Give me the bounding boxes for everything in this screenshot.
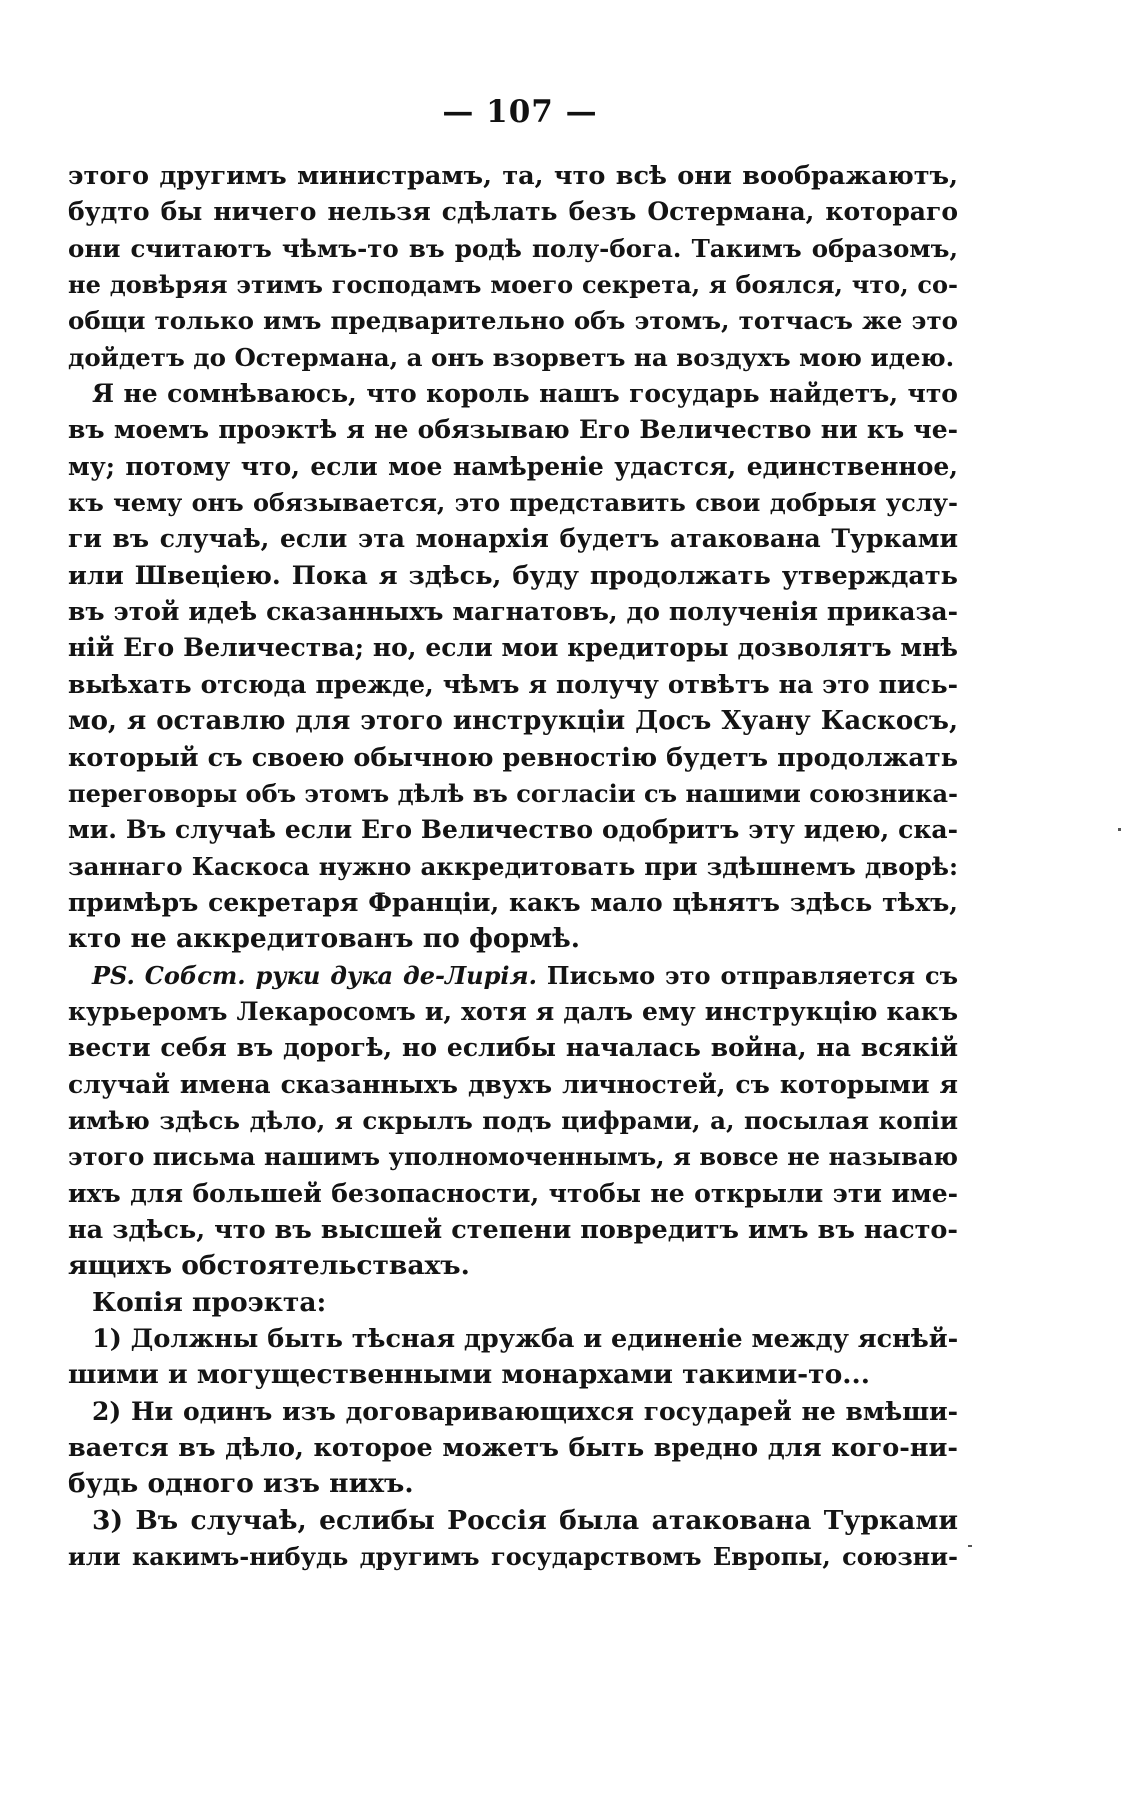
text-line: курьеромъ Лекаросомъ и, хотя я далъ ему инструкцію какъ [68, 996, 958, 1026]
text-line: имѣю здѣсь дѣло, я скрылъ подъ цифрами, а, посылая копіи [68, 1105, 958, 1135]
text-line: дойдетъ до Остермана, а онъ взорветъ на воздухъ мою идею. [68, 342, 955, 372]
text-line: который съ своею обычною ревностію будетъ продолжать [68, 742, 958, 773]
text-line: заннаго Каскоса нужно аккредитовать при здѣшнемъ дворѣ: [68, 851, 958, 881]
text-line: ми. Въ случаѣ если Его Величество одобритъ эту идею, ска- [68, 815, 958, 845]
text-line: они считаютъ чѣмъ-то въ родѣ полу-бога. Такимъ образомъ, [68, 233, 958, 263]
text-line: примѣръ секретаря Франціи, какъ мало цѣнятъ здѣсь тѣхъ, [68, 887, 958, 917]
text-line: въ моемъ проэктѣ я не обязываю Его Величество ни къ че- [68, 415, 958, 445]
margin-speck [968, 1545, 972, 1547]
page-number: — 107 — [442, 94, 598, 130]
text-line: ній Его Величества; но, если мои кредиторы дозволятъ мнѣ [68, 633, 958, 663]
text-line: ихъ для большей безопасности, чтобы не открыли эти име- [68, 1178, 958, 1208]
ps-text: Письмо это отправляется съ [546, 960, 958, 990]
text-line: этого письма нашимъ уполномоченнымъ, я вовсе не называю [68, 1142, 958, 1172]
text-line: общи только имъ предварительно объ этомъ, тотчасъ же это [68, 306, 958, 336]
text-line: или Швеціею. Пока я здѣсь, буду продолжать утверждать [68, 560, 958, 591]
ps-signature: PS. Собст. руки дука де-Лирія. [92, 960, 537, 990]
text-line: вается въ дѣло, которое можетъ быть вредно для кого-ни- [68, 1433, 958, 1464]
section-heading: Копія проэкта: [92, 1286, 327, 1318]
text-line: шими и могущественными монархами такими-то... [68, 1359, 870, 1391]
list-item-2: 2) Ни одинъ изъ договаривающихся государей не вмѣши- [92, 1396, 958, 1426]
text-line: будто бы ничего нельзя сдѣлать безъ Остермана, котораго [68, 197, 958, 227]
text-line: му; потому что, если мое намѣреніе удастся, единственное, [68, 451, 958, 481]
list-item-1: 1) Должны быть тѣсная дружба и единеніе между яснѣй- [92, 1324, 959, 1354]
text-line: или какимъ-нибудь другимъ государствомъ Европы, союзни- [68, 1542, 958, 1572]
text-line: выѣхать отсюда прежде, чѣмъ я получу отвѣтъ на это пись- [68, 669, 958, 699]
ps-line [68, 958, 958, 994]
text-line: кто не аккредитованъ по формѣ. [68, 923, 581, 955]
text-line: въ этой идеѣ сказанныхъ магнатовъ, до полученія приказа- [68, 597, 958, 627]
text-line: на здѣсь, что въ высшей степени повредитъ имъ въ насто- [68, 1214, 958, 1245]
text-line: Я не сомнѣваюсь, что король нашъ государь найдетъ, что [92, 379, 958, 409]
text-line: переговоры объ этомъ дѣлѣ въ согласіи съ нашими союзника- [68, 778, 958, 808]
margin-speck [1118, 828, 1121, 831]
text-line: къ чему онъ обязывается, это представить свои добрыя услу- [68, 488, 958, 518]
text-line: вести себя въ дорогѣ, но еслибы началась война, на всякій [68, 1033, 958, 1063]
text-line: ящихъ обстоятельствахъ. [68, 1250, 470, 1282]
list-item-3: 3) Въ случаѣ, еслибы Россія была атакована Турками [92, 1504, 958, 1536]
text-line: случай имена сказанныхъ двухъ личностей, съ которыми я [68, 1069, 958, 1099]
text-line: будь одного изъ нихъ. [68, 1468, 414, 1500]
text-line: ги въ случаѣ, если эта монархія будетъ атакована Турками [68, 524, 958, 554]
text-line: не довѣряя этимъ господамъ моего секрета, я боялся, что, со- [68, 270, 958, 300]
text-line: мо, я оставлю для этого инструкціи Досъ Хуану Каскосъ, [68, 706, 958, 737]
text-line: этого другимъ министрамъ, та, что всѣ они воображаютъ, [68, 161, 958, 191]
body-text [68, 158, 958, 1575]
